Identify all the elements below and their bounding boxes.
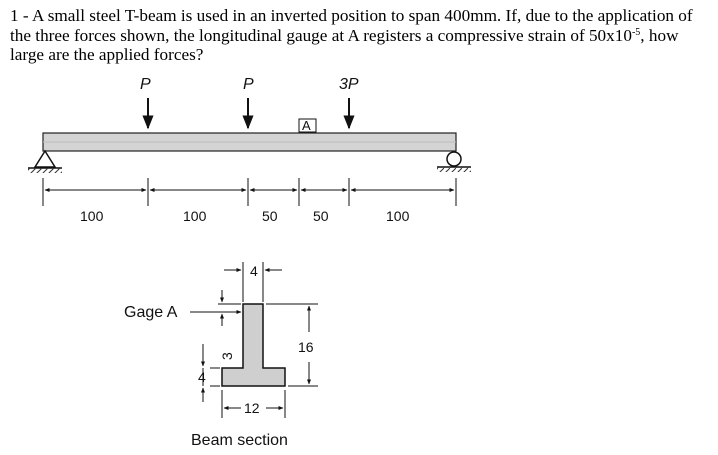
flange-thickness-label: 4 (198, 369, 206, 385)
span-dim-3: 50 (262, 208, 278, 224)
gage-offset-label: 3 (219, 352, 235, 360)
gauge-a-label: A (302, 118, 311, 133)
roller-support-icon (437, 152, 471, 172)
load-label-3: 3P (339, 76, 359, 93)
span-dim-1: 100 (80, 208, 104, 224)
span-dim-2: 100 (183, 208, 207, 224)
web-height-label: 16 (298, 339, 314, 355)
gage-a-label: Gage A (124, 304, 178, 321)
dimension-extension-lines (43, 178, 456, 206)
problem-text: A small steel T-beam is used in an inverted position to span 400mm. If, due to the application of the three forces shown, the longitudinal gauge at A registers a compressive strain of 50x10 (10, 6, 693, 45)
section-caption: Beam section (191, 432, 288, 449)
strain-exponent: -5 (631, 26, 641, 38)
span-dim-4: 50 (313, 208, 329, 224)
web-width-label: 4 (250, 263, 258, 279)
span-dim-5: 100 (386, 208, 410, 224)
load-label-1: P (140, 76, 151, 93)
load-label-2: P (243, 76, 254, 93)
problem-question: , how large are the applied forces? (10, 25, 679, 64)
problem-number: 1 (10, 6, 19, 25)
pin-support-icon (28, 151, 62, 173)
t-section (222, 304, 285, 386)
flange-width-label: 12 (244, 400, 260, 416)
problem-statement: 1 - A small steel T-beam is used in an inverted position to span 400mm. If, due to the application of the three forces shown, the longitudinal gauge at A registers a compressive strain of $50x10^{-5}$, how large are the applied forces? (10, 6, 693, 64)
